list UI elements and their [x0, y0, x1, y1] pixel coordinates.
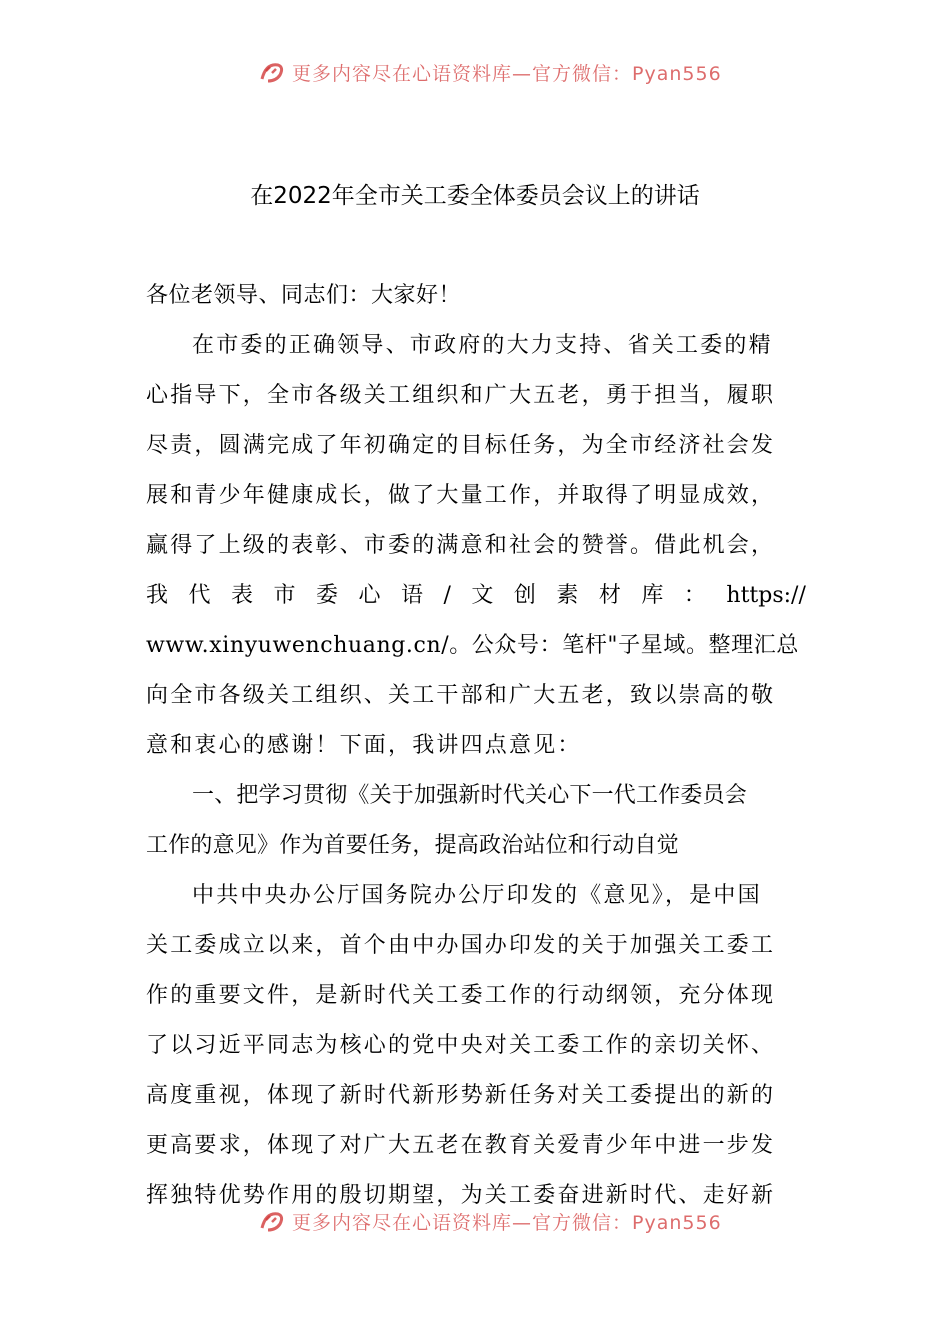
spread-char: 市	[273, 583, 296, 608]
spread-char: 创	[513, 583, 536, 608]
spread-url: https://	[726, 583, 806, 608]
paragraph-line: 挥独特优势作用的殷切期望，为关工委奋进新时代、走好新	[146, 1183, 776, 1208]
paragraph-line: 更高要求，体现了对广大五老在教育关爱青少年中进一步发	[146, 1133, 776, 1158]
spread-char: 库	[641, 583, 664, 608]
section-heading-line: 一、把学习贯彻《关于加强新时代关心下一代工作委员会	[192, 783, 748, 808]
paragraph-line: 展和青少年健康成长，做了大量工作，并取得了明显成效，	[146, 483, 776, 508]
paragraph-line: 在市委的正确领导、市政府的大力支持、省关工委的精	[192, 333, 773, 358]
paragraph-line: 尽责，圆满完成了年初确定的目标任务，为全市经济社会发	[146, 433, 776, 458]
spread-char: 文	[471, 583, 494, 608]
spread-char: /	[443, 583, 451, 608]
greeting: 各位老领导、同志们：大家好！	[146, 283, 462, 308]
spread-char: ：	[683, 583, 706, 608]
paragraph-line: 向全市各级关工组织、关工干部和广大五老，致以崇高的敬	[146, 683, 776, 708]
paragraph-line: 意和衷心的感谢！下面，我讲四点意见：	[146, 733, 582, 758]
spread-char: 心	[358, 583, 381, 608]
paragraph-line: www.xinyuwenchuang.cn/。公众号：笔杆"子星域。整理汇总	[146, 633, 799, 658]
spread-char: 我	[146, 583, 169, 608]
paragraph-line: 高度重视，体现了新时代新形势新任务对关工委提出的新的	[146, 1083, 776, 1108]
footer-watermark	[258, 1207, 758, 1235]
watermark-text: 更多内容尽在心语资料库—官方微信：Pyan556	[292, 1211, 722, 1234]
paragraph-line: 中共中央办公厅国务院办公厅印发的《意见》，是中国	[192, 883, 762, 908]
spread-char: 素	[556, 583, 579, 608]
spread-char: 表	[231, 583, 254, 608]
paragraph-line: 心指导下，全市各级关工组织和广大五老，勇于担当，履职	[146, 383, 776, 408]
paragraph-line: 赢得了上级的表彰、市委的满意和社会的赞誉。借此机会，	[146, 533, 776, 558]
paragraph-line: 作的重要文件，是新时代关工委工作的行动纲领，充分体现	[146, 983, 776, 1008]
header-watermark	[258, 58, 758, 86]
paragraph-line-spread	[146, 580, 806, 612]
section-heading-line: 工作的意见》作为首要任务，提高政治站位和行动自觉	[146, 833, 679, 858]
spread-char: 语	[401, 583, 424, 608]
spread-char: 委	[316, 583, 339, 608]
document-title: 在2022年全市关工委全体委员会议上的讲话	[250, 183, 700, 209]
spread-char: 代	[188, 583, 211, 608]
watermark-text: 更多内容尽在心语资料库—官方微信：Pyan556	[292, 62, 722, 85]
paragraph-line: 了以习近平同志为核心的党中央对关工委工作的亲切关怀、	[146, 1033, 776, 1058]
brand-logo-icon	[258, 59, 286, 85]
brand-logo-icon	[258, 1208, 286, 1234]
paragraph-line: 关工委成立以来，首个由中办国办印发的关于加强关工委工	[146, 933, 776, 958]
spread-char: 材	[598, 583, 621, 608]
